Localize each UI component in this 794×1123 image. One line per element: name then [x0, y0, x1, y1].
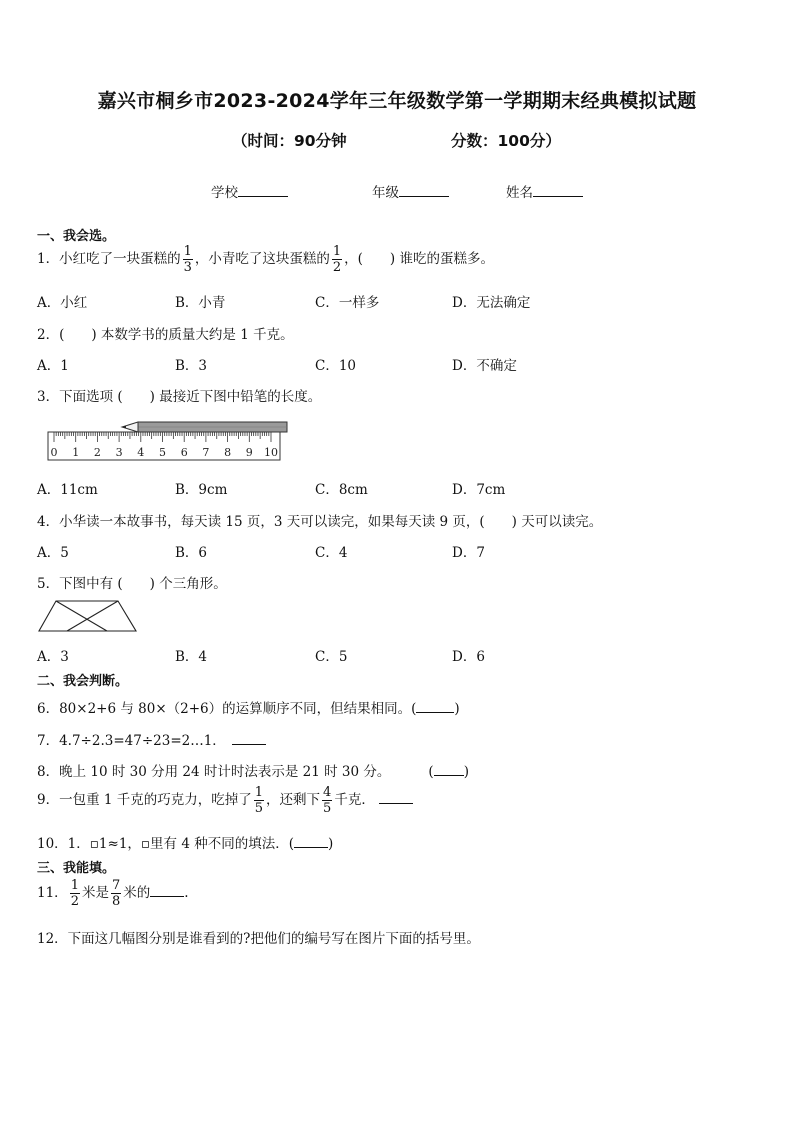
question-10 [37, 832, 333, 852]
option-c[interactable]: C．5 [315, 649, 348, 665]
fraction-numerator: 1 [70, 878, 79, 893]
question-11-text-c: 米的 [123, 885, 151, 901]
option-d[interactable]: D．7cm [452, 482, 506, 498]
school-blank[interactable] [238, 182, 288, 197]
answer-blank[interactable] [294, 835, 328, 848]
section-heading-judge: 二、我会判断。 [37, 674, 129, 689]
grade-blank[interactable] [399, 182, 449, 197]
ruler-pencil-figure [46, 418, 290, 464]
question-12: 12．下面这几幅图分别是谁看到的?把他们的编号写在图片下面的括号里。 [37, 931, 480, 947]
ruler-label: 3 [115, 446, 123, 459]
name-field [506, 181, 583, 201]
ruler-label: 1 [72, 446, 80, 459]
grade-label: 年级 [372, 185, 399, 201]
exam-time: （时间：90分钟 [232, 132, 347, 150]
open-paren: ( [428, 764, 434, 780]
option-b[interactable]: B．小青 [175, 295, 226, 311]
question-9 [37, 785, 413, 816]
option-b[interactable]: B．3 [175, 358, 208, 374]
question-1-text-c: ，( ) 谁吃的蛋糕多。 [344, 251, 494, 267]
close-paren: ) [328, 836, 334, 852]
option-a[interactable]: A．3 [37, 649, 69, 665]
fraction-denominator: 2 [332, 260, 342, 275]
section-heading-choose: 一、我会选。 [37, 229, 116, 244]
answer-blank[interactable] [232, 732, 266, 745]
close-paren: ) [463, 764, 469, 780]
option-c[interactable]: C．一样多 [315, 295, 380, 311]
ruler-icon [48, 432, 280, 460]
question-9-text-c: 千克． [334, 792, 375, 808]
question-8 [37, 760, 469, 780]
question-1 [37, 244, 494, 275]
ruler-label: 2 [93, 446, 101, 459]
name-blank[interactable] [533, 182, 583, 197]
option-a[interactable]: A．1 [37, 358, 69, 374]
question-6 [37, 697, 460, 717]
option-d[interactable]: D．不确定 [452, 358, 517, 374]
fraction-numerator: 1 [254, 785, 264, 800]
close-paren: ) [454, 701, 460, 717]
ruler-label: 6 [180, 446, 188, 459]
option-c[interactable]: C．10 [315, 358, 357, 374]
question-2: 2．( ) 本数学书的质量大约是 1 千克。 [37, 327, 294, 343]
section-heading-fill: 三、我能填。 [37, 861, 116, 876]
fraction [332, 244, 342, 275]
question-5: 5．下图中有 ( ) 个三角形。 [37, 576, 227, 592]
question-10-text: 10．1．▫1≈1，▫里有 4 种不同的填法．( [37, 836, 294, 852]
question-7 [37, 729, 266, 749]
option-c[interactable]: C．8cm [315, 482, 368, 498]
option-d[interactable]: D．6 [452, 649, 485, 665]
page-title: 嘉兴市桐乡市2023-2024学年三年级数学第一学期期末经典模拟试题 [97, 90, 697, 112]
option-d[interactable]: D．无法确定 [452, 295, 531, 311]
ruler-label: 9 [245, 446, 253, 459]
fraction [183, 244, 193, 275]
answer-blank[interactable] [416, 700, 454, 713]
question-4: 4．小华读一本故事书，每天读 15 页，3 天可以读完，如果每天读 9 页，( ) 天可以读完。 [37, 514, 603, 530]
fraction [70, 878, 80, 909]
fraction-numerator: 4 [323, 785, 332, 800]
fraction [254, 785, 264, 816]
answer-blank[interactable] [150, 884, 184, 897]
option-a[interactable]: A．小红 [37, 295, 88, 311]
fraction [111, 878, 121, 909]
question-1-text-b: ，小青吃了这块蛋糕的 [194, 251, 330, 267]
option-b[interactable]: B．6 [175, 545, 208, 561]
school-field [211, 181, 288, 201]
question-7-text: 7．4.7÷2.3=47÷23=2…1． [37, 733, 226, 749]
question-11-text-a: 11． [37, 885, 68, 901]
name-label: 姓名 [506, 185, 533, 201]
question-6-text: 6．80×2+6 与 80×（2+6）的运算顺序不同，但结果相同。( [37, 701, 417, 717]
fraction-numerator: 1 [183, 244, 192, 259]
ruler-label: 5 [159, 446, 166, 459]
question-11-text-b: 米是 [81, 885, 109, 901]
option-c[interactable]: C．4 [315, 545, 348, 561]
answer-blank[interactable] [434, 763, 464, 776]
option-b[interactable]: B．9cm [175, 482, 228, 498]
grade-field [372, 181, 449, 201]
question-9-text-b: ，还剩下 [266, 792, 321, 808]
ruler-label: 7 [202, 446, 210, 459]
trapezoid-triangles-figure [37, 598, 139, 634]
ruler-label: 4 [137, 446, 145, 459]
fraction-denominator: 3 [183, 260, 192, 275]
ruler-label: 10 [264, 446, 278, 459]
answer-blank[interactable] [379, 791, 413, 804]
fraction-numerator: 7 [111, 878, 121, 893]
option-a[interactable]: A．11cm [37, 482, 98, 498]
option-b[interactable]: B．4 [175, 649, 208, 665]
question-1-text-a: 1．小红吃了一块蛋糕的 [37, 251, 181, 267]
school-label: 学校 [211, 185, 238, 201]
exam-score: 分数：100分） [451, 132, 561, 150]
option-d[interactable]: D．7 [452, 545, 485, 561]
ruler-label: 0 [50, 446, 58, 459]
question-11: 11． $\frac{1}{2}$ 米是 $\frac{7}{8}$ 米的 . [37, 878, 189, 909]
pencil-icon [122, 422, 287, 432]
ruler-label: 8 [224, 446, 232, 459]
fraction-denominator: 2 [70, 894, 79, 909]
fraction-denominator: 5 [254, 801, 264, 816]
fraction [322, 785, 332, 816]
option-a[interactable]: A．5 [37, 545, 69, 561]
fraction-numerator: 1 [332, 244, 342, 259]
question-8-text: 8．晚上 10 时 30 分用 24 时计时法表示是 21 时 30 分。 [37, 764, 391, 780]
question-9-text-a: 9．一包重 1 千克的巧克力，吃掉了 [37, 792, 252, 808]
question-3: 3．下面选项 ( ) 最接近下图中铅笔的长度。 [37, 389, 322, 405]
fraction-denominator: 5 [323, 801, 332, 816]
fraction-denominator: 8 [111, 894, 121, 909]
